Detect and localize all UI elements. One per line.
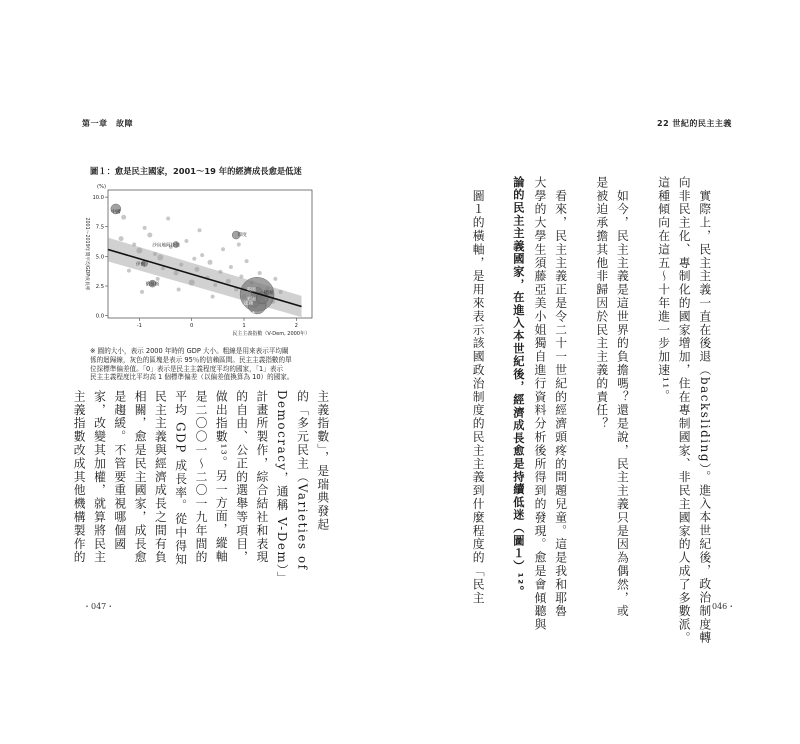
figure-title: 圖１：愈是民主國家，2001～19 年的經濟成長愈是低迷 — [90, 166, 302, 176]
regression-line — [108, 249, 302, 306]
left-text-column: Democracy，通稱 V-Dem）」 — [275, 390, 290, 586]
right-text-column: 看來，民主主義正是令二十一世紀的經濟頭疼的問題兒童。這是我和耶魯 — [553, 176, 568, 619]
right-text-column: 大學的大學生須藤亞美小姐獨自進行資料分析後所得到的發現。愈是會傾聽與 — [532, 176, 547, 632]
point-label: 德國 — [263, 290, 273, 296]
x-tick-label: -1 — [136, 323, 142, 329]
y-tick-label: 2.5 — [95, 284, 104, 290]
point-label: 俄羅斯 — [145, 282, 160, 288]
point-label: 伊朗 — [136, 262, 146, 268]
y-axis-label: 2001～2019年間平均GDP成長率 — [84, 217, 89, 291]
y-tick-label: 0.0 — [95, 313, 104, 320]
y-tick-label: 7.5 — [95, 224, 104, 231]
left-text-column: 計畫所製作，綜合結社和表現 — [254, 390, 269, 565]
y-tick-label: 10.0 — [92, 195, 104, 202]
x-axis-label: 民主主義指數（V-Dem, 2000年） — [232, 331, 310, 337]
point-label: 中國 — [111, 209, 121, 215]
data-point — [258, 271, 262, 275]
right-text-column: 圖１的橫軸，是用來表示該國政治制度的民主主義到什麼程度的「民主 — [471, 176, 486, 605]
caption-line: 位採標準偏差值。「0」表示是民主主義程度平均的國家，「1」表示 — [90, 364, 284, 373]
data-point — [211, 295, 215, 299]
point-label: 印度 — [237, 233, 247, 239]
left-text-column: 的「多元民主（Varieties of — [295, 390, 310, 571]
point-label: 沙烏地阿拉伯 — [152, 243, 180, 249]
left-text-column: 家，改變其加權，就算將民主 — [92, 390, 107, 565]
figure-caption — [90, 347, 312, 382]
left-text-column: 主義指數」，是瑞典發起 — [315, 390, 330, 532]
data-point — [184, 239, 188, 243]
data-point — [147, 233, 152, 238]
caption-line: ※ 圓的大小，表示 2000 年時的 GDP 大小。粗線是用來表示平均關 — [90, 347, 289, 355]
running-header-left: 第一章 故障 — [82, 119, 133, 128]
point-label: 法國 — [243, 301, 254, 307]
x-tick-label: 1 — [242, 323, 246, 329]
data-point — [221, 247, 225, 251]
point-label: 英國 — [246, 288, 256, 294]
point-label: 美國 — [246, 297, 256, 303]
right-text-column: 這種傾向在這五～十年進一步加速¹¹。 — [656, 176, 671, 404]
page-number-left: ・047・ — [83, 602, 115, 611]
x-tick-label: 0 — [190, 323, 194, 329]
data-point — [198, 228, 202, 232]
left-text-column: 的自由、公正的選舉等項目， — [234, 390, 249, 565]
data-point — [237, 243, 241, 247]
data-point — [121, 215, 126, 220]
data-point — [166, 216, 170, 220]
right-text-column-bold: 論的民主主義國家，在進入本世紀後，經濟成長愈是持續低迷（圖１）¹²。 — [511, 176, 525, 599]
data-point — [177, 288, 181, 292]
data-point — [143, 226, 147, 230]
data-point — [140, 290, 144, 294]
data-point — [192, 257, 196, 261]
x-tick-label: 2 — [294, 323, 298, 329]
caption-line: 係的迴歸線，灰色的區塊是表示 95％的信賴區間。民主主義指數的單 — [90, 355, 292, 364]
left-text-column: 是二〇〇一～二〇一九年間的 — [193, 390, 208, 565]
data-point — [273, 277, 277, 281]
left-text-column: 相關，愈是民主國家，成長愈 — [133, 390, 148, 565]
data-point — [208, 260, 213, 265]
data-point — [245, 259, 249, 263]
data-point — [127, 269, 131, 273]
left-text-column: 是趨緩。不管要重視哪個國 — [112, 390, 127, 551]
right-text-column: 向非民主化、專制化的國家增加，住在專制國家、非民主國家的人成了多數派。 — [677, 176, 692, 645]
data-point — [229, 265, 233, 269]
y-unit-label: (%) — [97, 184, 106, 190]
left-text-column: 做出指數¹³。另一方面，縱軸 — [214, 390, 229, 564]
right-text-column: 實際上，民主主義一直在後退（backsliding）。進入本世紀後，政治制度轉 — [697, 176, 712, 645]
right-text-column: 是被迫承擔其他非歸因於民主主義的責任？ — [594, 176, 609, 431]
data-point — [156, 277, 160, 281]
right-text-column: 如今，民主主義是這世界的負擔嗎？還是說，民主主義只是因為偶然，或 — [615, 176, 630, 619]
running-header-right: 22 世紀的民主主義 — [657, 119, 732, 128]
point-label: 日本 — [246, 311, 256, 317]
data-point — [200, 253, 204, 257]
y-tick-label: 5.0 — [95, 254, 104, 261]
left-text-column: 民主主義與經濟成長之間有負 — [153, 390, 168, 565]
page-number-right: ・046・ — [704, 602, 736, 611]
data-point — [119, 236, 124, 241]
caption-line: 民主主義程度比平均高 1 個標準偏差（以偏差值換算為 10）的國家。 — [90, 373, 294, 382]
left-text-column: 平均 GDP 成長率。從中得知 — [173, 390, 188, 567]
left-text-column: 主義指數改成其他機構製作的 — [72, 390, 87, 565]
